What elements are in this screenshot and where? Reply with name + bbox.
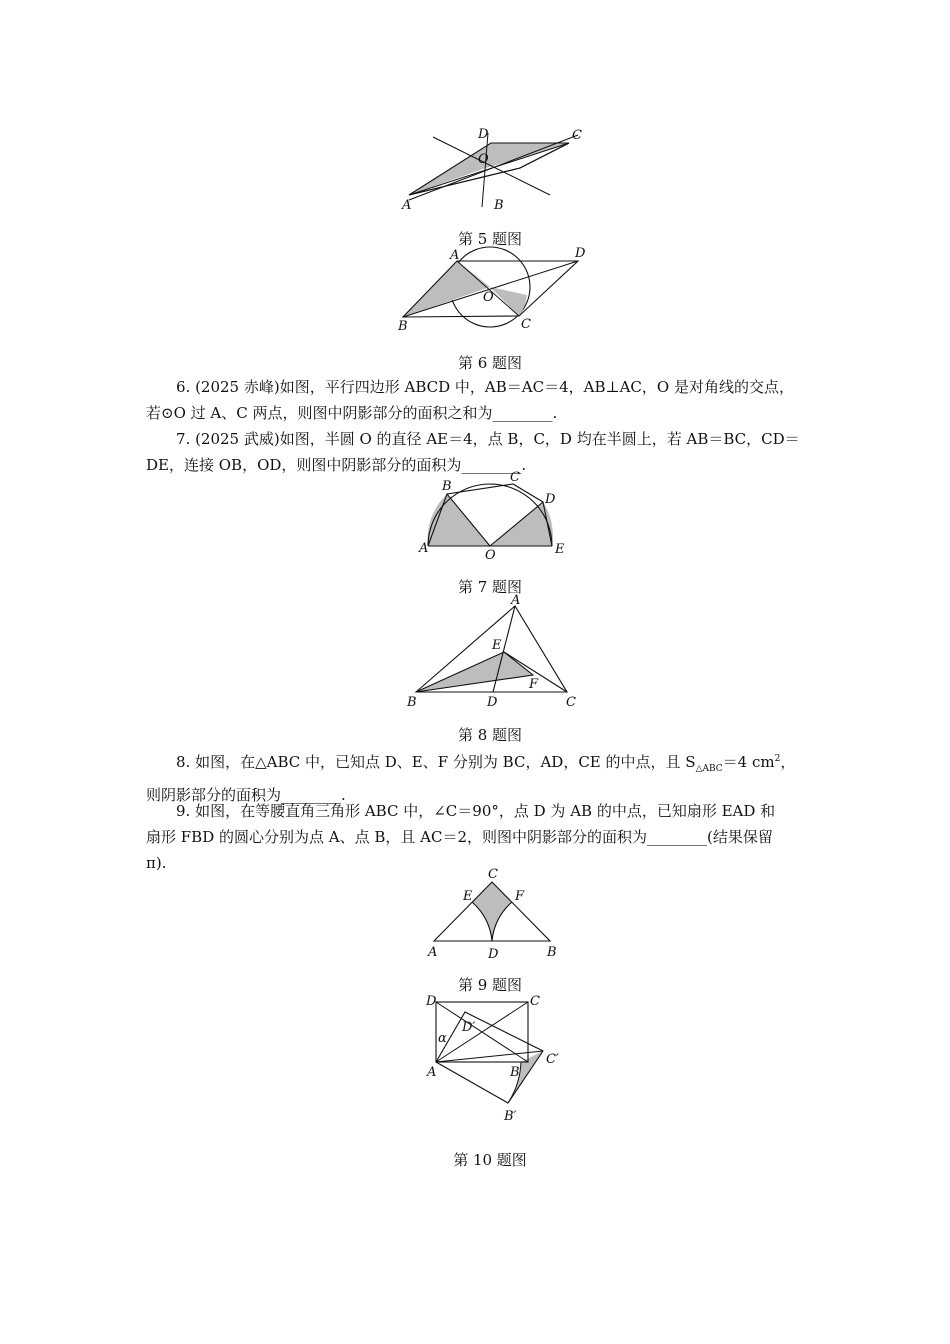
question-8-superscript: 2	[774, 754, 781, 764]
label-d: D	[478, 127, 489, 142]
label-b: B	[407, 695, 417, 710]
label-o: O	[478, 152, 489, 167]
figure-6-caption: 第 6 题图	[457, 354, 523, 372]
label-a: A	[427, 1065, 437, 1080]
label-o: O	[483, 290, 494, 305]
question-8-text-b: ＝4 cm	[722, 753, 775, 771]
question-8-text-c: ，	[780, 753, 796, 771]
label-a: A	[402, 198, 412, 213]
label-c: C	[510, 470, 520, 485]
question-7-line-2: DE，连接 OB，OD，则图中阴影部分的面积为________.	[146, 456, 527, 474]
label-b: B	[510, 1065, 520, 1080]
label-b: B	[442, 479, 452, 494]
label-c: C	[572, 128, 582, 143]
label-alpha: α	[438, 1031, 447, 1046]
label-f: F	[515, 889, 525, 904]
figure-5	[400, 125, 590, 215]
figure-5-caption: 第 5 题图	[457, 230, 523, 248]
question-7-line-1: 7. (2025 武威)如图，半圆 O 的直径 AE＝4，点 B，C，D 均在半圆上，若 AB＝BC，CD＝	[176, 430, 800, 448]
figure-8	[403, 593, 583, 711]
label-b: B	[494, 198, 504, 213]
label-c: C	[530, 994, 540, 1009]
label-a: A	[428, 945, 438, 960]
figure-6	[395, 245, 590, 335]
figure-10-caption: 第 10 题图	[453, 1151, 527, 1169]
question-9-line-2: 扇形 FBD 的圆心分别为点 A、点 B，且 AC＝2，则图中阴影部分的面积为________(结果保留	[146, 828, 773, 846]
question-8-line-2: 则阴影部分的面积为________.	[146, 786, 346, 804]
label-b: B	[398, 319, 408, 334]
figure-8-caption: 第 8 题图	[457, 726, 523, 744]
label-e: E	[492, 638, 502, 653]
figure-9-caption: 第 9 题图	[457, 976, 523, 994]
label-e: E	[555, 542, 565, 557]
label-d: D	[426, 994, 437, 1009]
label-e: E	[463, 889, 473, 904]
label-d: D	[487, 695, 498, 710]
question-9	[146, 798, 808, 876]
question-8-subscript: △ABC	[695, 764, 723, 774]
label-c-prime: C′	[546, 1052, 559, 1067]
label-c: C	[566, 695, 576, 710]
label-f: F	[529, 677, 539, 692]
question-6-line-1: 6. (2025 赤峰)如图，平行四边形 ABCD 中，AB＝AC＝4，AB⊥AC，O 是对角线的交点，	[176, 378, 794, 396]
figure-10	[422, 990, 582, 1130]
figure-7	[415, 470, 575, 562]
label-o: O	[485, 548, 496, 562]
label-c: C	[488, 867, 498, 882]
label-b-prime: B′	[504, 1109, 517, 1124]
question-9-line-1: 9. 如图，在等腰直角三角形 ABC 中，∠C＝90°，点 D 为 AB 的中点，已知扇形 EAD 和	[176, 802, 776, 820]
label-d: D	[488, 947, 499, 962]
label-c: C	[521, 317, 531, 332]
label-d: D	[545, 492, 556, 507]
question-6	[146, 374, 808, 426]
question-9-line-3: π).	[146, 854, 167, 872]
label-d: D	[575, 246, 586, 261]
label-a: A	[419, 541, 429, 556]
figure-7-caption: 第 7 题图	[457, 578, 523, 596]
label-d-prime: D′	[462, 1020, 476, 1035]
label-b: B	[547, 945, 557, 960]
figure-9	[420, 866, 565, 962]
question-8-line-1	[146, 746, 808, 782]
question-6-line-2: 若⊙O 过 A、C 两点，则图中阴影部分的面积之和为________.	[146, 404, 558, 422]
label-a: A	[450, 248, 460, 263]
question-8-text-a: 8. 如图，在△ABC 中，已知点 D、E、F 分别为 BC，AD，CE 的中点，且 S	[176, 753, 696, 771]
label-a: A	[511, 593, 521, 608]
